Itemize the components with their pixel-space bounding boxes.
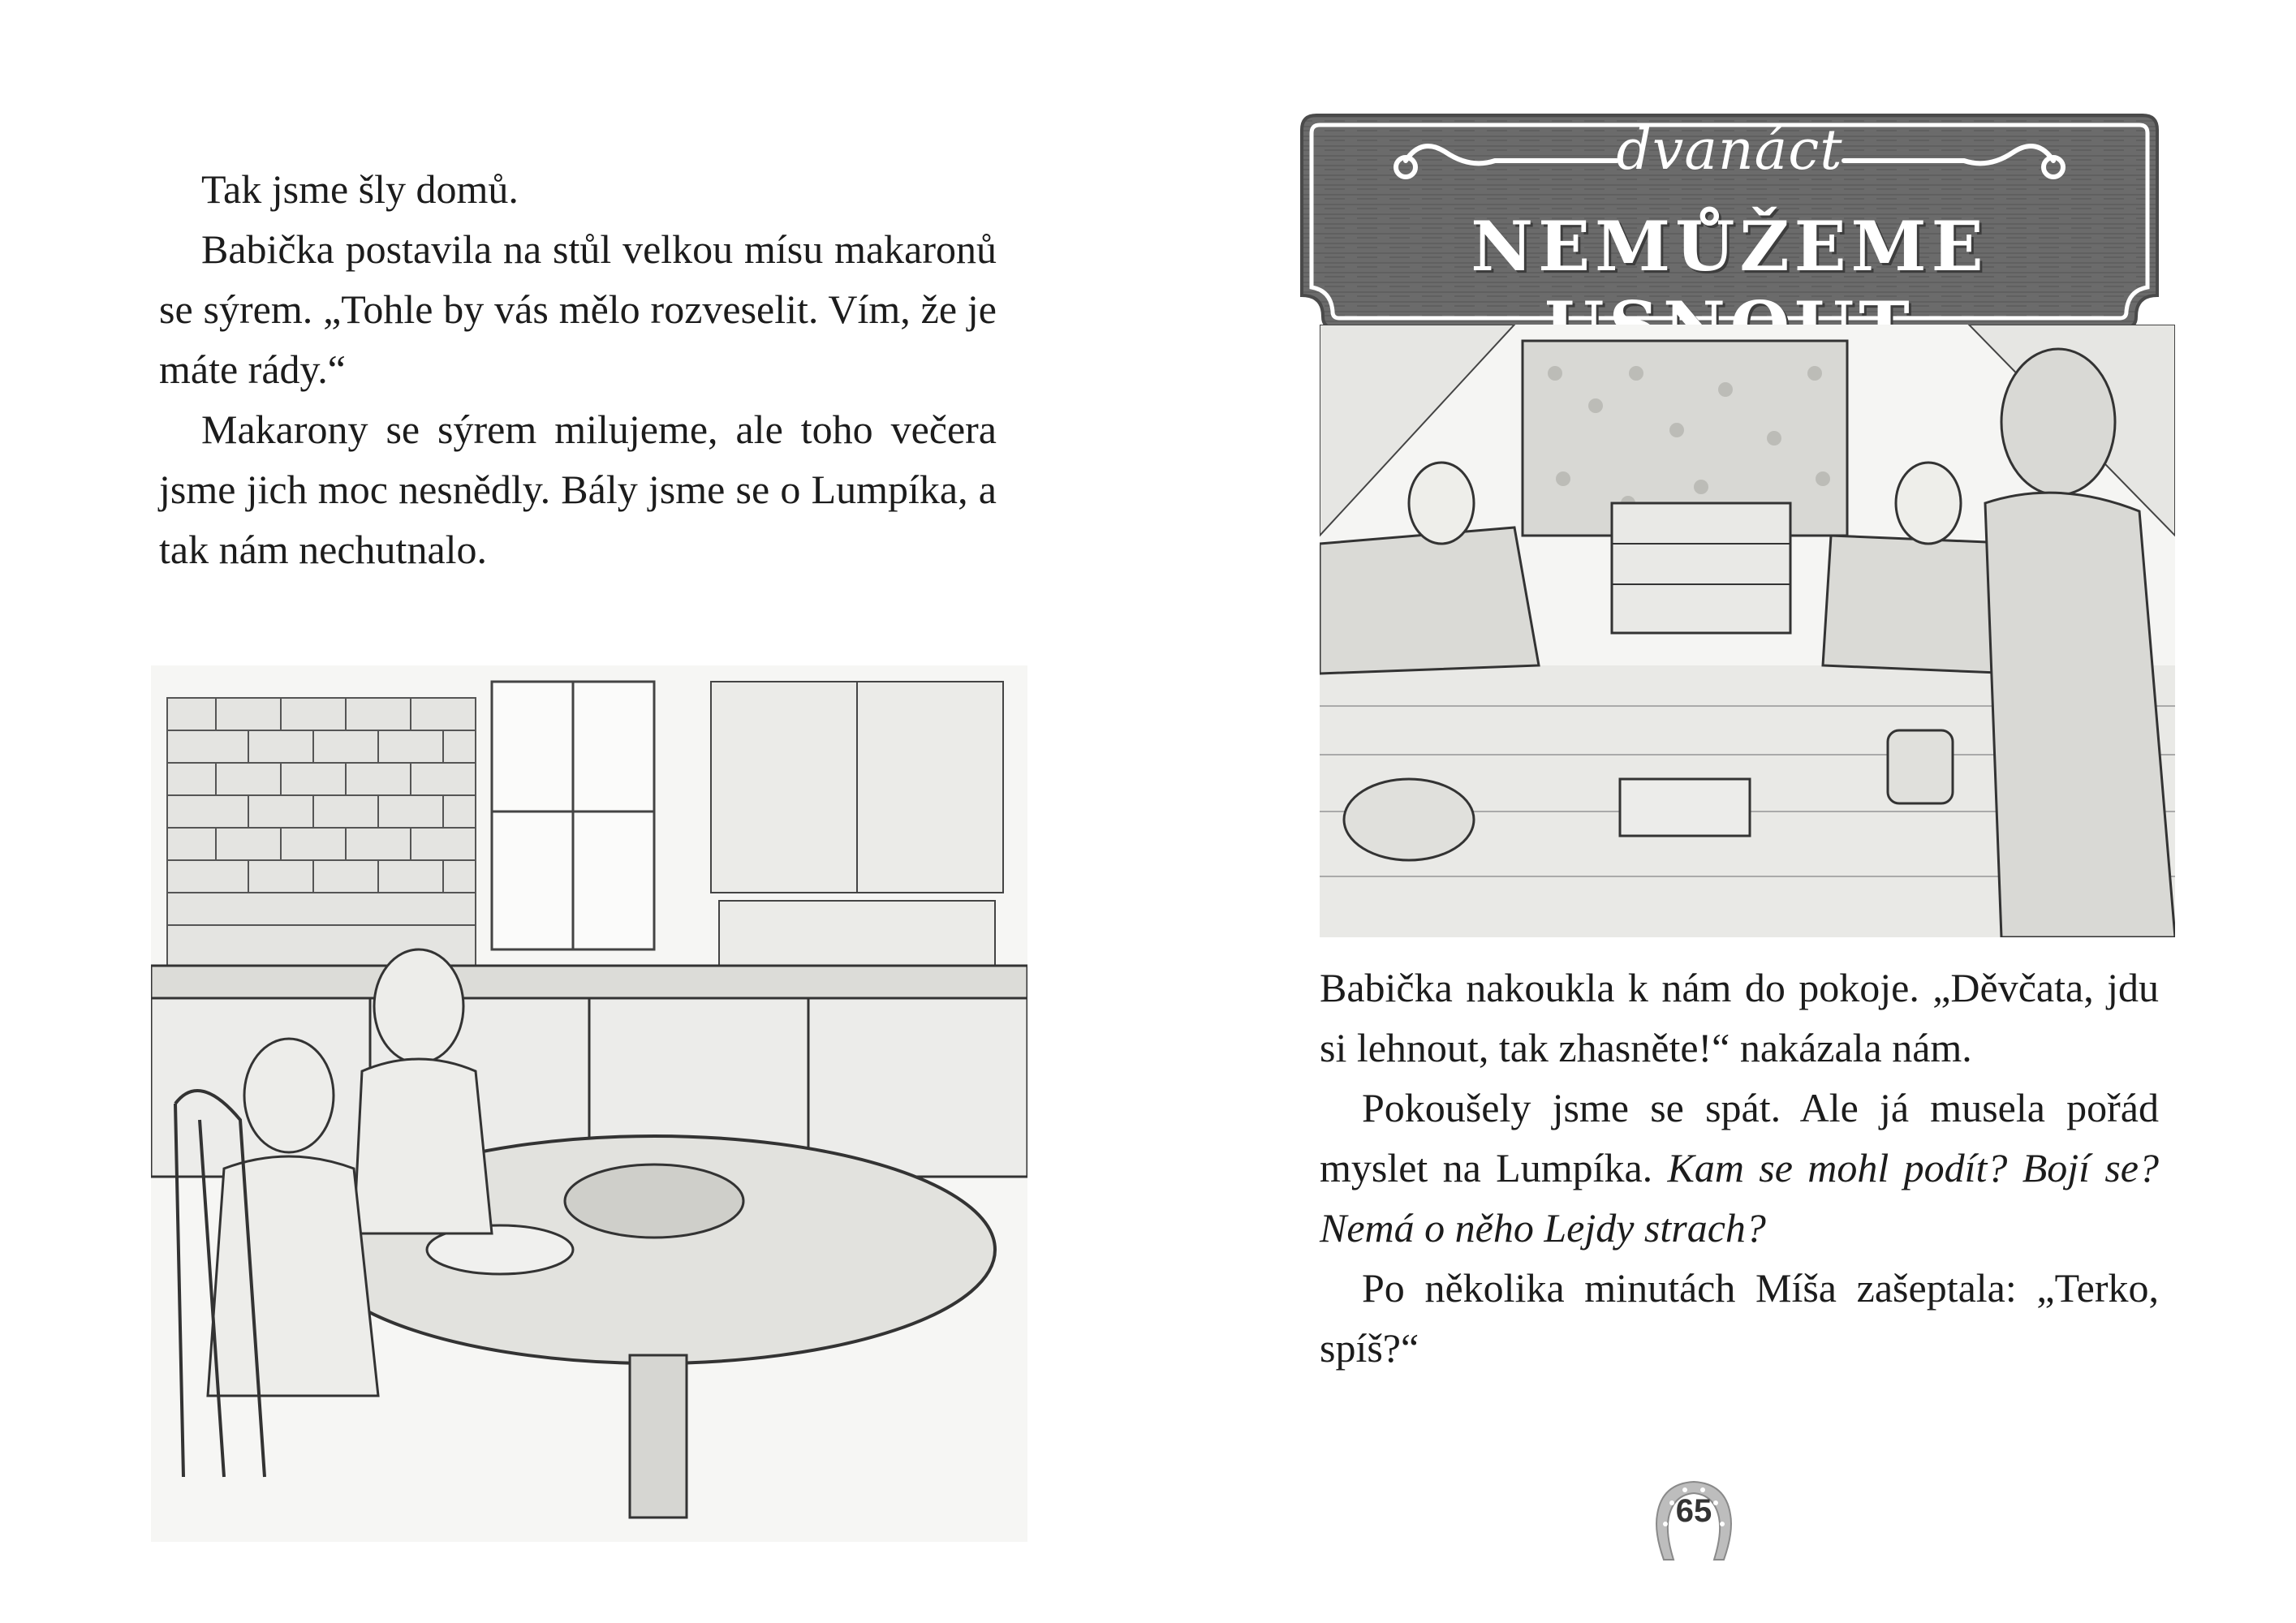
right-page	[1148, 0, 2296, 1623]
paragraph: Tak jsme šly domů.	[201, 166, 519, 212]
paragraph: Makarony se sýrem milujeme, ale toho večera jsme jich moc nesnědly. Bály jsme se o Lumpíka, a tak nám nechutnalo.	[159, 407, 997, 572]
chapter-number: dvanáct	[1616, 118, 1843, 183]
paragraph-text: Pokoušely jsme se spát. Ale já musela pořád myslet na Lumpíka.	[1320, 1085, 2159, 1190]
bedroom-illustration	[1320, 325, 2175, 937]
page-number-badge	[1649, 1475, 1738, 1565]
right-page-text	[1320, 958, 2159, 1378]
chapter-sign	[1292, 104, 2167, 338]
page-number: 65	[1675, 1493, 1712, 1529]
italic-thought: Kam se mohl podít? Bojí se? Nemá o něho Lejdy strach?	[1320, 1145, 2159, 1251]
paragraph: Po několika minutách Míša zašeptala: „Terko, spíš?“	[1320, 1265, 2159, 1371]
paragraph: Babička nakoukla k nám do pokoje. „Děvčata, jdu si lehnout, tak zhasněte!“ nakázala nám.	[1320, 965, 2159, 1070]
chapter-title: NEMŮŽEME	[1471, 206, 1988, 286]
paragraph	[1320, 1078, 2159, 1258]
left-page-text	[159, 159, 997, 579]
paragraph: Babička postavila na stůl velkou mísu makaronů se sýrem. „Tohle by vás mělo rozveselit. Vím, že je máte rády.“	[159, 226, 997, 392]
kitchen-illustration	[151, 665, 1027, 1542]
